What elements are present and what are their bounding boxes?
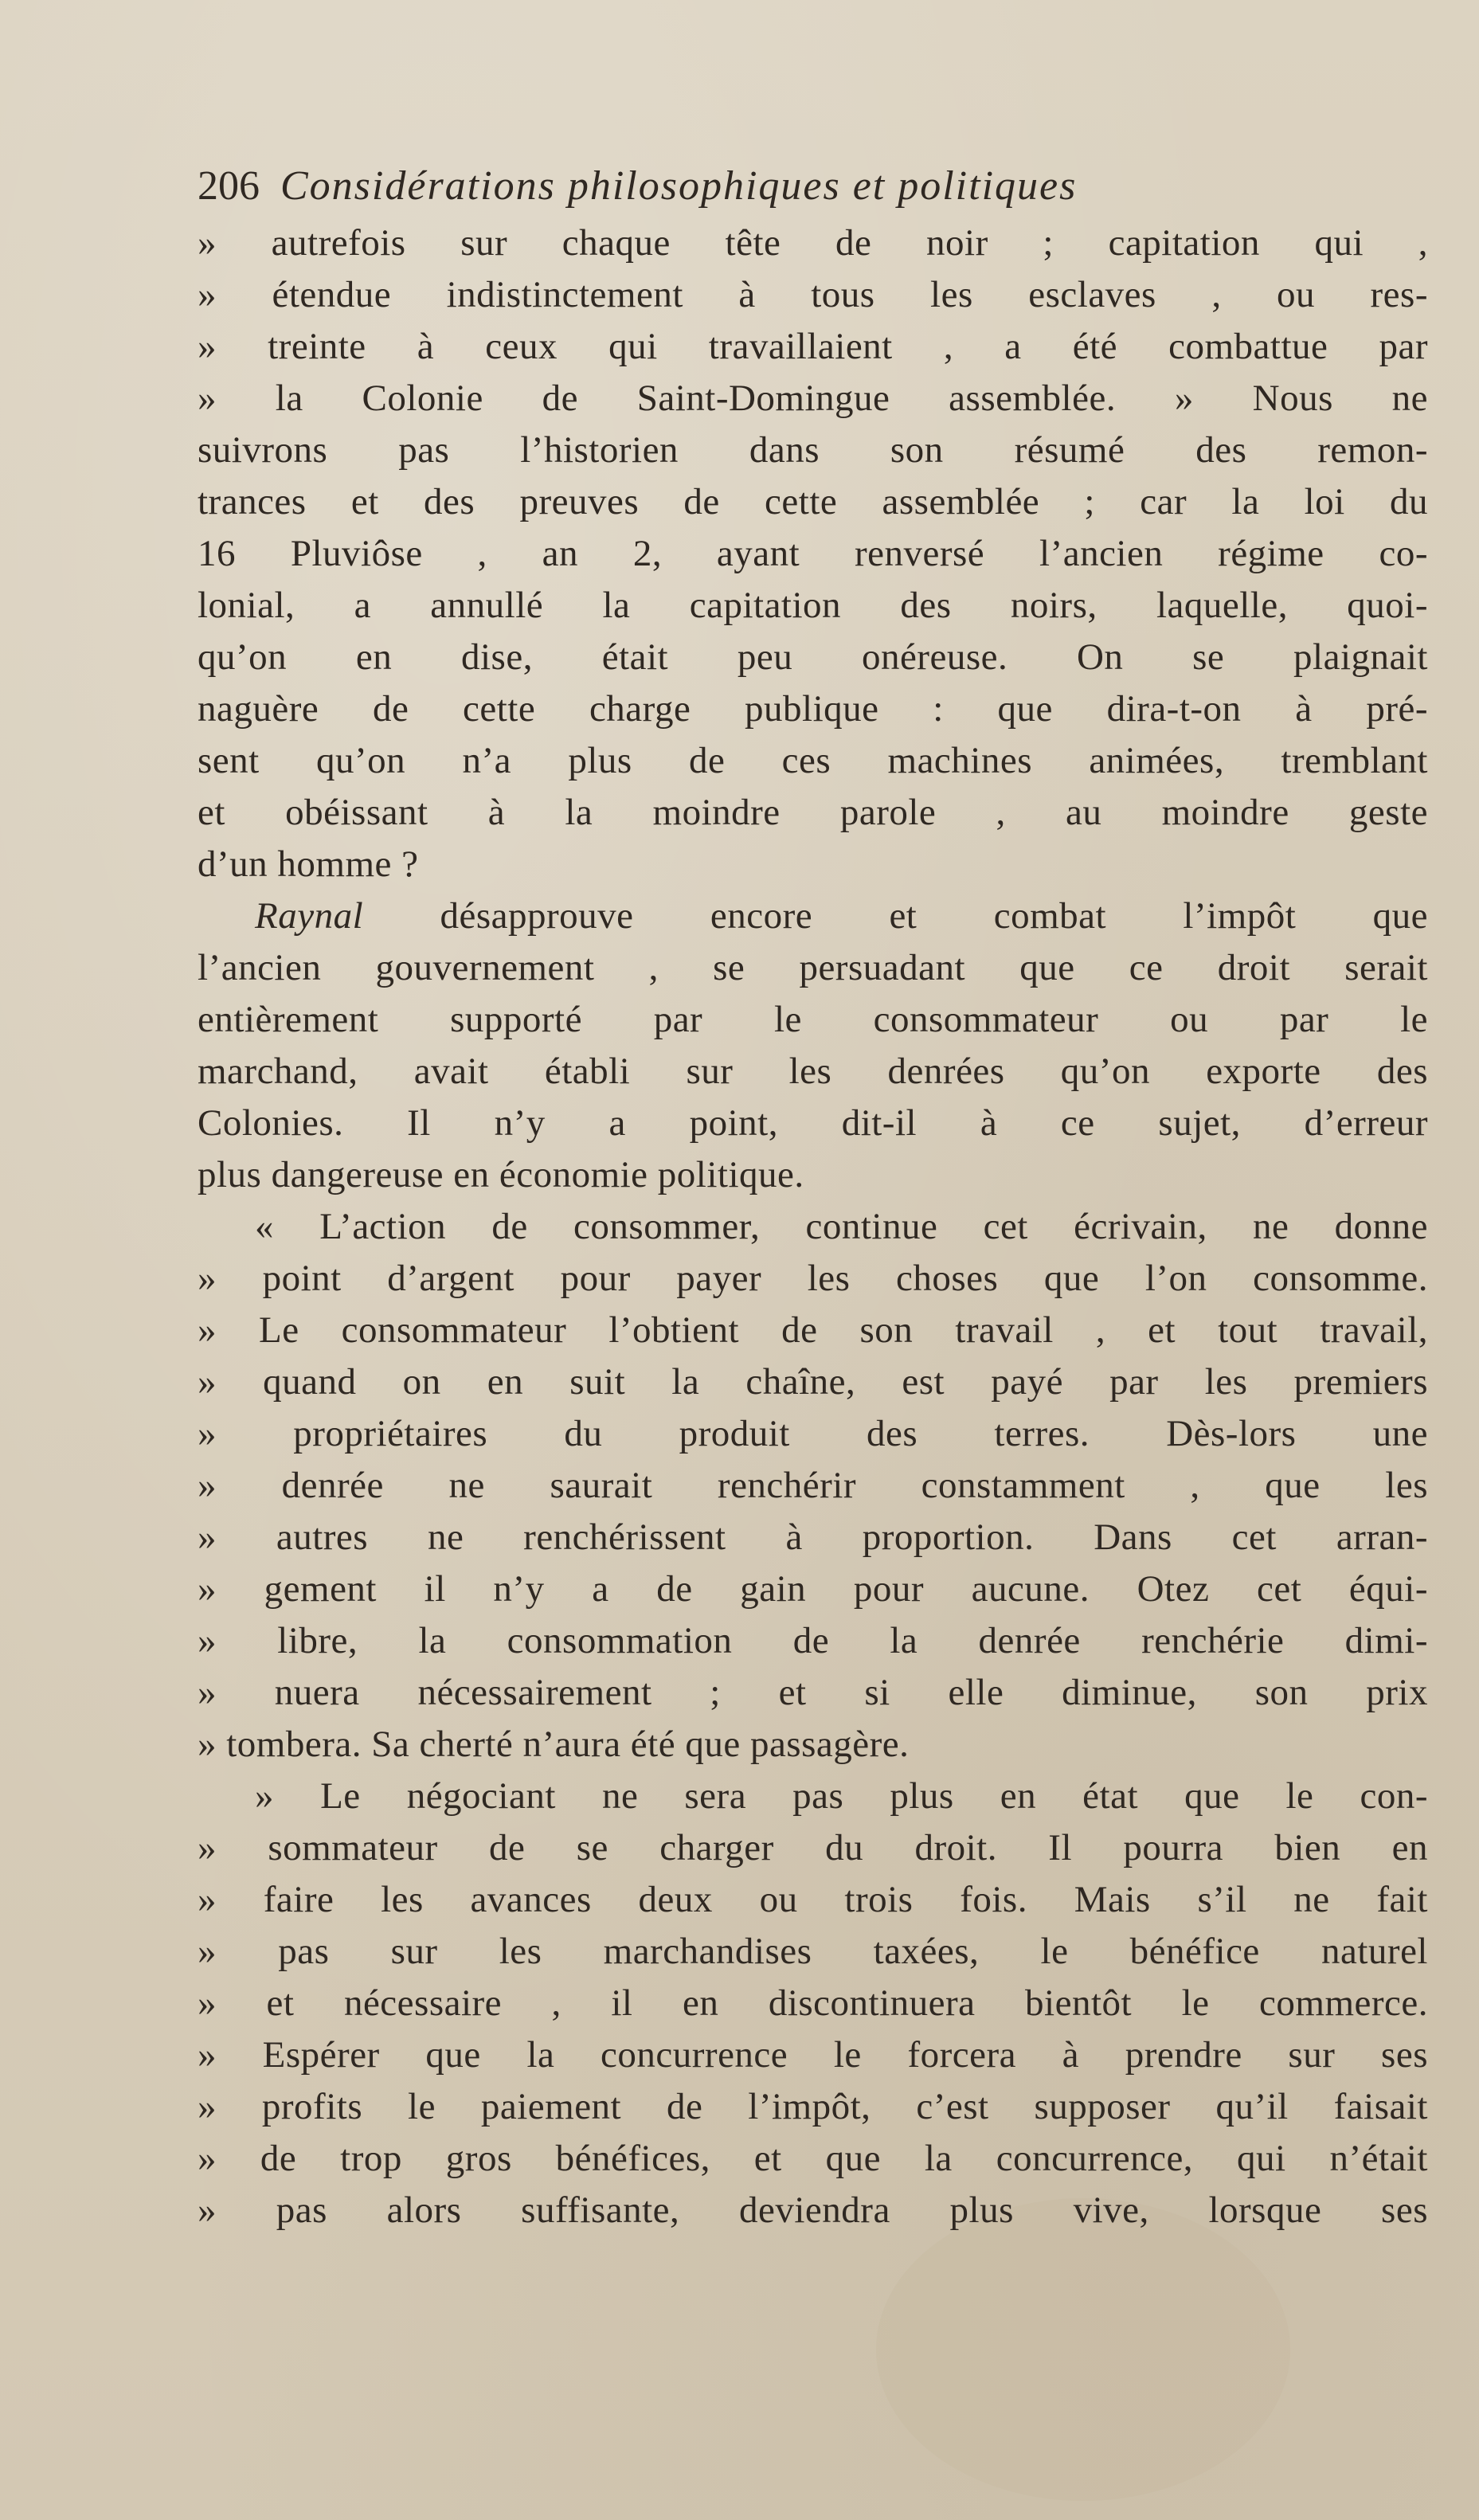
text-line: qu’on en dise, était peu onéreuse. On se plaignait	[198, 636, 1428, 678]
quote-line: » autres ne renchérissent à proportion. Dans cet arran-	[198, 1516, 1428, 1558]
paper-stain	[876, 2198, 1290, 2501]
quote-line: » Le négociant ne sera pas plus en état que le con-	[255, 1775, 1428, 1817]
paragraph-first-line-rest: désapprouve encore et combat l’impôt que	[363, 895, 1428, 937]
quote-line: » pas alors suffisante, deviendra plus vive, lorsque ses	[198, 2189, 1428, 2231]
text-line: l’ancien gouvernement , se persuadant que ce droit serait	[198, 947, 1428, 988]
text-line: entièrement supporté par le consommateur ou par le	[198, 999, 1428, 1040]
quote-line: » propriétaires du produit des terres. Dès-lors une	[198, 1413, 1428, 1454]
quote-line: » faire les avances deux ou trois fois. Mais s’il ne fait	[198, 1879, 1428, 1920]
quote-line: » Espérer que la concurrence le forcera à prendre sur ses	[198, 2034, 1428, 2076]
author-name: Raynal	[255, 895, 364, 937]
text-line: Colonies. Il n’y a point, dit-il à ce sujet, d’erreur	[198, 1102, 1428, 1144]
text-line: sent qu’on n’a plus de ces machines animées, tremblant	[198, 740, 1428, 781]
text-line: plus dangereuse en économie politique.	[198, 1154, 804, 1195]
text-line: 16 Pluviôse , an 2, ayant renversé l’ancien régime co-	[198, 533, 1428, 574]
quote-line: » et nécessaire , il en discontinuera bientôt le commerce.	[198, 1982, 1428, 2024]
page-header	[198, 155, 1428, 217]
quote-line: » Le consommateur l’obtient de son travail , et tout travail,	[198, 1309, 1428, 1351]
quote-line: » libre, la consommation de la denrée renchérie dimi-	[198, 1620, 1428, 1661]
quote-line: » profits le paiement de l’impôt, c’est supposer qu’il faisait	[198, 2086, 1428, 2127]
quote-line: » gement il n’y a de gain pour aucune. Otez cet équi-	[198, 1568, 1428, 1610]
quote-line: » denrée ne saurait renchérir constamment , que les	[198, 1465, 1428, 1506]
quote-line: » pas sur les marchandises taxées, le bénéfice naturel	[198, 1931, 1428, 1972]
text-line: » la Colonie de Saint-Domingue assemblée. » Nous ne	[198, 378, 1428, 419]
text-line: d’un homme ?	[198, 843, 419, 885]
text-line: marchand, avait établi sur les denrées qu’on exporte des	[198, 1051, 1428, 1092]
text-line: » autrefois sur chaque tête de noir ; capitation qui ,	[198, 222, 1428, 264]
text-line: suivrons pas l’historien dans son résumé des remon-	[198, 429, 1428, 471]
quote-line: » quand on en suit la chaîne, est payé par les premiers	[198, 1361, 1428, 1403]
running-title: Considérations philosophiques et politiques	[280, 163, 1078, 209]
quote-line: » nuera nécessairement ; et si elle diminue, son prix	[198, 1672, 1428, 1713]
quote-line: » point d’argent pour payer les choses que l’on consomme.	[198, 1258, 1428, 1299]
quote-line: » de trop gros bénéfices, et que la concurrence, qui n’était	[198, 2138, 1428, 2179]
text-line: trances et des preuves de cette assemblée ; car la loi du	[198, 481, 1428, 522]
text-line: lonial, a annullé la capitation des noirs, laquelle, quoi-	[198, 585, 1428, 626]
text-line: et obéissant à la moindre parole , au moindre geste	[198, 792, 1428, 833]
quote-line: « L’action de consommer, continue cet écrivain, ne donne	[255, 1206, 1428, 1247]
page-text	[198, 155, 1428, 2236]
quote-line: » tombera. Sa cherté n’aura été que passagère.	[198, 1724, 910, 1765]
page-number: 206	[198, 163, 260, 209]
quote-line: » sommateur de se charger du droit. Il pourra bien en	[198, 1827, 1428, 1868]
paragraph-first-line	[198, 890, 1428, 942]
text-line: » treinte à ceux qui travaillaient , a été combattue par	[198, 326, 1428, 367]
text-line: naguère de cette charge publique : que dira-t-on à pré-	[198, 688, 1428, 730]
text-line: » étendue indistinctement à tous les esclaves , ou res-	[198, 274, 1428, 315]
